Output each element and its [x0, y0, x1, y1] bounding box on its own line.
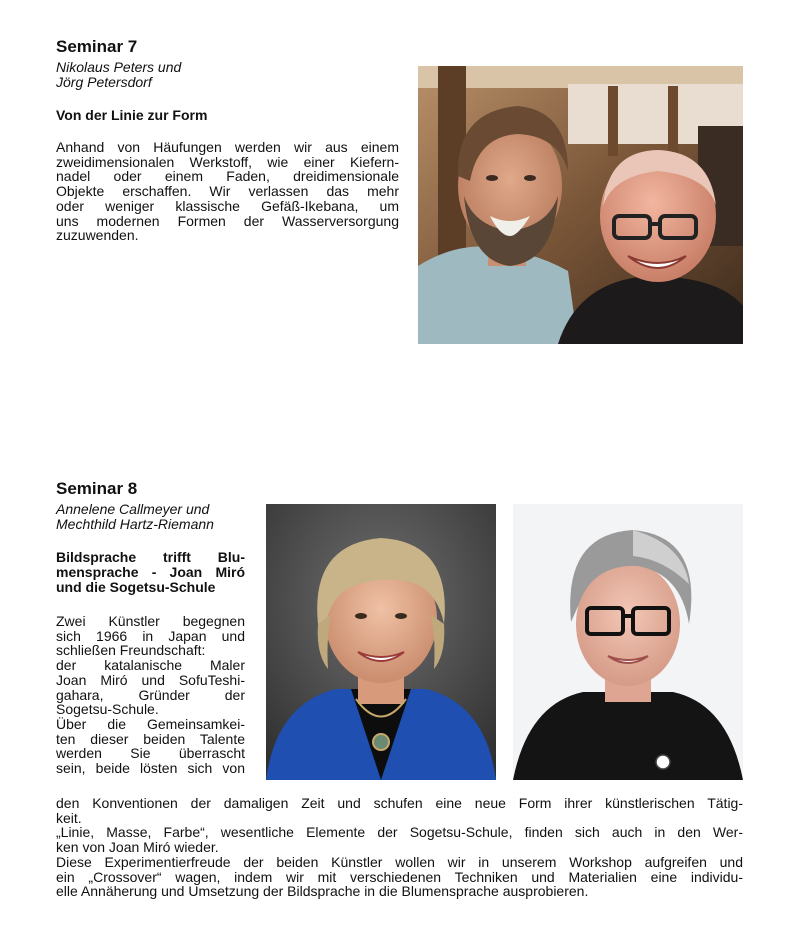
- seminar-8-body-line: ken von Joan Miró wieder.: [56, 839, 219, 856]
- seminar-8-authors: [56, 502, 214, 532]
- seminar-8-body-line: den Konventionen der damaligen Zeit und schufen eine neue Form ihrer künstlerischen Tätig-: [56, 795, 743, 811]
- seminar-8-body-line: gahara, Gründer der: [56, 686, 245, 703]
- seminar-8-title: Seminar 8: [56, 479, 138, 498]
- seminar-7-body-line: oder weniger klassische Gefäß-Ikebana, um: [56, 197, 399, 214]
- seminar-8-body-line: ten dieser beiden Talente: [56, 730, 245, 747]
- seminar-8-body-line: elle Annäherung und Umsetzung der Bildsprache in die Blumensprache ausprobieren.: [56, 883, 589, 900]
- seminar-8-author-line: Annelene Callmeyer und: [56, 501, 210, 517]
- seminar-8-body-line: ein „Crossover“ wagen, indem wir mit verschiedenen Techniken und Materialien eine individu-: [56, 868, 743, 885]
- seminar-8-body-line: sein, beide lösten sich von: [56, 760, 245, 777]
- seminar-7-photo: [418, 66, 743, 344]
- seminar-8-body-line: schließen Freundschaft:: [56, 642, 206, 659]
- seminar-8-body-line: sich 1966 in Japan und: [56, 627, 245, 644]
- seminar-7-subtitle: Von der Linie zur Form: [56, 107, 208, 123]
- seminar-7-author-line: Nikolaus Peters und: [56, 59, 182, 75]
- seminar-7-author-line: Jörg Petersdorf: [56, 74, 152, 90]
- seminar-8-subtitle-line: Bildsprache trifft Blu-: [56, 549, 245, 565]
- seminar-8-body-line: werden Sie überrascht: [56, 745, 245, 762]
- seminar-8-subtitle-line: und die Sogetsu-Schule: [56, 579, 216, 595]
- seminar-7-title: Seminar 7: [56, 37, 138, 56]
- seminar-7-body-line: zweidimensionalen Werkstoff, wie einer Kiefern-: [56, 153, 399, 170]
- seminar-8-body-line: der katalanische Maler: [56, 657, 245, 674]
- seminar-8-body-line: „Linie, Masse, Farbe“, wesentliche Elemente der Sogetsu-Schule, finden sich auch in den Wer-: [56, 824, 743, 841]
- seminar-8-body-narrow: [56, 614, 245, 776]
- seminar-8-photo-right: [513, 504, 743, 780]
- seminar-8-subtitle-line: mensprache - Joan Miró: [56, 564, 245, 580]
- seminar-7-body-line: zuzuwenden.: [56, 227, 139, 244]
- seminar-8-body-line: keit.: [56, 809, 82, 826]
- seminar-7-body-line: Objekte erschaffen. Wir verlassen das mehr: [56, 183, 399, 200]
- seminar-8-photo-left: [266, 504, 496, 780]
- seminar-7-body-line: uns modernen Formen der Wasserversorgung: [56, 212, 399, 229]
- seminar-7-authors: [56, 60, 181, 90]
- seminar-8-subtitle: [56, 550, 245, 595]
- seminar-8-body-line: Sogetsu-Schule.: [56, 701, 159, 718]
- seminar-8-body-wide: [56, 796, 743, 899]
- seminar-8-author-line: Mechthild Hartz-Riemann: [56, 516, 214, 532]
- seminar-7-body-line: nadel oder einem Faden, dreidimensionale: [56, 168, 399, 185]
- seminar-7-body: [56, 140, 399, 243]
- seminar-7-body-line: Anhand von Häufungen werden wir aus einem: [56, 139, 399, 155]
- seminar-8-body-line: Diese Experimentierfreude der beiden Künstler wollen wir in unserem Workshop aufgreifen und: [56, 853, 743, 870]
- seminar-8-body-line: Joan Miró und SofuTeshi-: [56, 671, 245, 688]
- seminar-8-body-line: Über die Gemeinsamkei-: [56, 715, 245, 732]
- seminar-8-body-line: Zwei Künstler begegnen: [56, 613, 245, 629]
